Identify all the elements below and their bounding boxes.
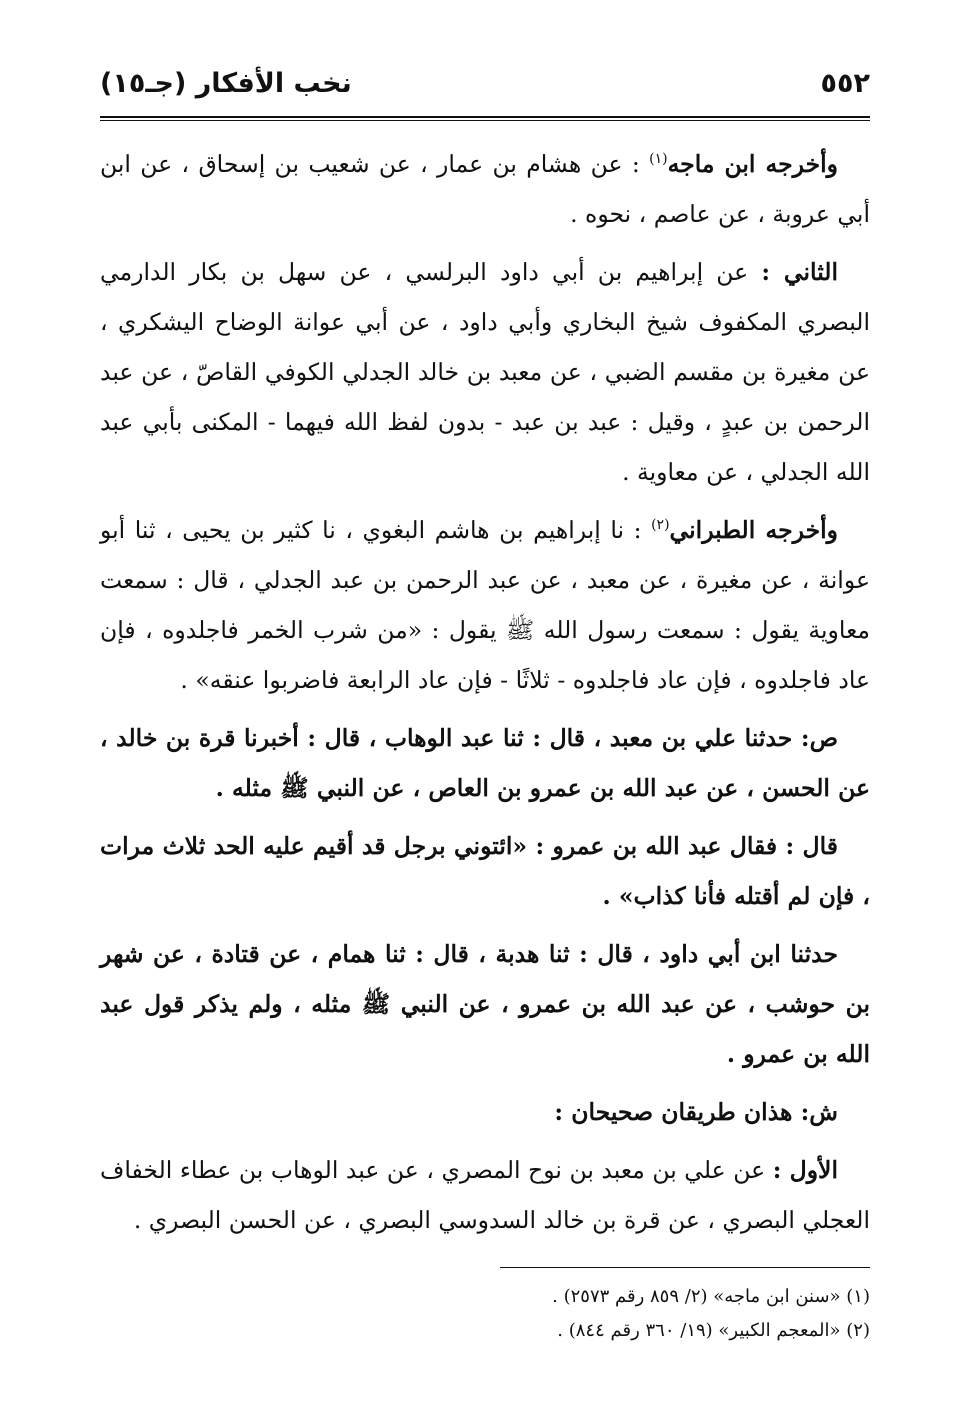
paragraph-abdullah-quote — [100, 821, 870, 921]
paragraph-text: : عن هشام بن عمار ، عن شعيب بن إسحاق ، عن ابن أبي عروبة ، عن عاصم ، نحوه . — [100, 150, 870, 228]
paragraph-lead: وأخرجه الطبراني — [669, 516, 838, 544]
running-title: نخب الأفكار (جـ١٥) — [100, 68, 352, 99]
paragraph-text: عن إبراهيم بن أبي داود البرلسي ، عن سهل بن بكار الدارمي البصري المكفوف شيخ البخاري وأبي داود ، عن أبي عوانة الوضاح اليشكري ، عن مغيرة بن مقسم الضبي ، عن معبد بن خالد الجدلي الكوفي القاصّ ، عن عبد الرحمن بن عبدٍ ، وقيل : عبد بن عبد - بدون لفظ الله فيهما - المكنى بأبي عبد الله الجدلي ، عن معاوية . — [100, 258, 870, 486]
paragraph-lead: وأخرجه ابن ماجه — [667, 150, 838, 178]
paragraph-lead: الثاني : — [761, 258, 838, 286]
footnote-item: (١) «سنن ابن ماجه» (٢/ ٨٥٩ رقم ٢٥٧٣) . — [552, 1286, 870, 1307]
paragraph-text: : نا إبراهيم بن هاشم البغوي ، نا كثير بن يحيى ، ثنا أبو عوانة ، عن مغيرة ، عن معبد ، عن عبد الرحمن بن عبد الجدلي ، قال : سمعت معاوية يقول : سمعت رسول الله ﷺ يقول : «من شرب الخمر فاجلدوه ، فإن عاد فاجلدوه ، فإن عاد فاجلدوه - ثلاثًا - فإن عاد الرابعة فاضربوا عنقه» . — [100, 516, 870, 694]
footnote-item: (٢) «المعجم الكبير» (١٩/ ٣٦٠ رقم ٨٤٤) . — [557, 1320, 870, 1341]
paragraph-text: قال : فقال عبد الله بن عمرو : «ائتوني برجل قد أقيم عليه الحد ثلاث مرات ، فإن لم أقتله فأنا كذاب» . — [100, 832, 870, 910]
header-rule — [100, 116, 870, 121]
paragraph-ibn-majah — [100, 139, 870, 239]
paragraph-second-chain — [100, 247, 870, 497]
paragraph-text: عن علي بن معبد بن نوح المصري ، عن عبد الوهاب بن عطاء الخفاف العجلي البصري ، عن قرة بن خالد السدوسي البصري ، عن الحسن البصري . — [100, 1156, 870, 1234]
footnotes — [100, 1280, 870, 1348]
footnote-separator — [500, 1267, 870, 1268]
document-page — [100, 60, 870, 1360]
paragraph-shin-heading — [100, 1087, 870, 1137]
paragraph-first-chain — [100, 1145, 870, 1245]
paragraph-tabarani — [100, 505, 870, 705]
paragraph-lead: ش: هذان طريقان صحيحان : — [554, 1098, 838, 1126]
paragraph-sad-hadith — [100, 713, 870, 813]
paragraph-text: حدثنا ابن أبي داود ، قال : ثنا هدبة ، قال : ثنا همام ، عن قتادة ، عن شهر بن حوشب ، عن عبد الله بن عمرو ، عن النبي ﷺ مثله ، ولم يذكر قول عبد الله بن عمرو . — [100, 940, 870, 1068]
page-header — [100, 60, 870, 108]
main-text — [100, 139, 870, 1245]
paragraph-lead: ص: — [800, 724, 838, 752]
footnote-marker: (١) — [649, 151, 668, 168]
paragraph-lead: الأول : — [772, 1156, 838, 1184]
page-number: ٥٥٢ — [820, 68, 870, 99]
paragraph-ibn-abi-dawud — [100, 929, 870, 1079]
footnote-marker: (٢) — [651, 517, 670, 534]
paragraph-text: حدثنا علي بن معبد ، قال : ثنا عبد الوهاب ، قال : أخبرنا قرة بن خالد ، عن الحسن ، عن عبد الله بن عمرو بن العاص ، عن النبي ﷺ مثله . — [100, 724, 870, 802]
